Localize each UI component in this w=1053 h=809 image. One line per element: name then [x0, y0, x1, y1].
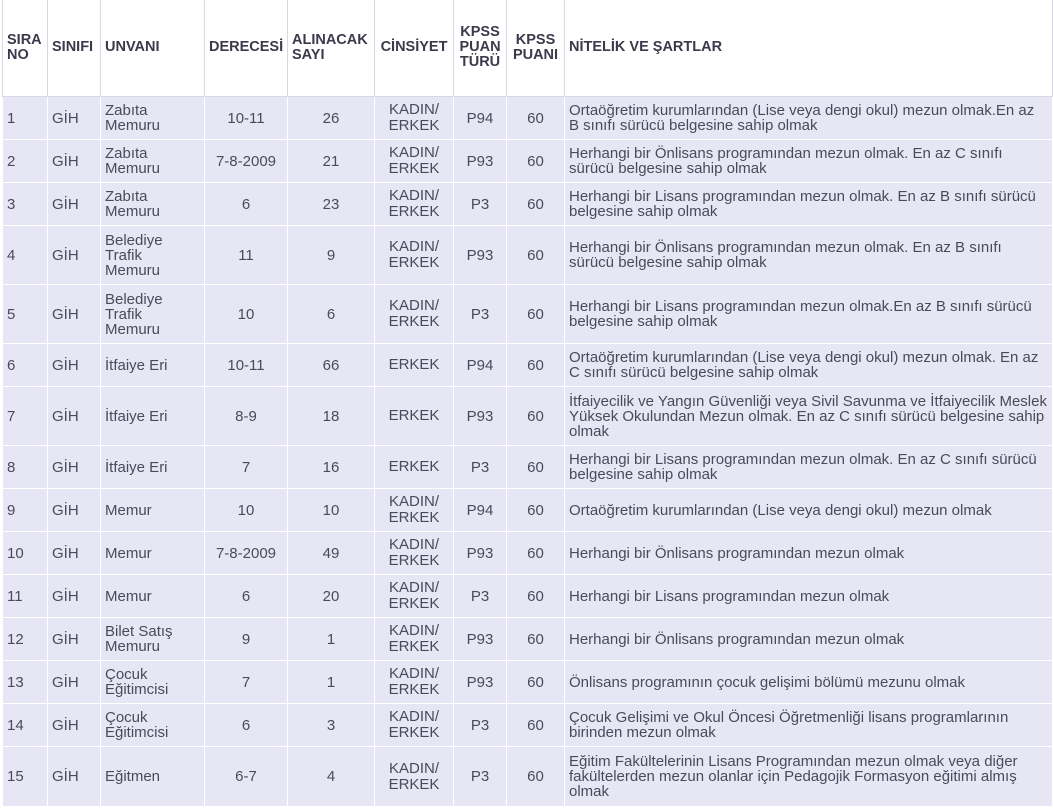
- cell-sinifi: GİH: [48, 532, 101, 575]
- cell-sinifi: GİH: [48, 661, 101, 704]
- cell-kpss-puan-turu: P93: [454, 387, 507, 446]
- cell-sinifi: GİH: [48, 183, 101, 226]
- cell-cinsiyet: KADIN/ ERKEK: [375, 226, 454, 285]
- cell-derecesi: 6-7: [205, 747, 288, 807]
- cell-alinacak-sayi: 49: [288, 532, 375, 575]
- cell-kpss-puani: 60: [507, 661, 565, 704]
- header-sira-no: SIRA NO: [3, 0, 48, 97]
- cell-alinacak-sayi: 1: [288, 661, 375, 704]
- cell-kpss-puan-turu: P94: [454, 489, 507, 532]
- table-row: [3, 97, 1053, 140]
- cell-sira-no: 11: [3, 575, 48, 618]
- cell-sira-no: 10: [3, 532, 48, 575]
- cell-nitelik-ve-sartlar: Herhangi bir Önlisans programından mezun olmak: [565, 618, 1053, 661]
- cell-unvani: Memur: [101, 575, 205, 618]
- table-row: [3, 344, 1053, 387]
- cell-sinifi: GİH: [48, 704, 101, 747]
- cell-sinifi: GİH: [48, 97, 101, 140]
- cell-cinsiyet: ERKEK: [375, 387, 454, 446]
- cell-kpss-puan-turu: P3: [454, 183, 507, 226]
- header-nitelik-ve-sartlar: NİTELİK VE ŞARTLAR: [565, 0, 1053, 97]
- cell-sira-no: 5: [3, 285, 48, 344]
- table-row: [3, 704, 1053, 747]
- cell-sinifi: GİH: [48, 446, 101, 489]
- cell-nitelik-ve-sartlar: Eğitim Fakültelerinin Lisans Programından mezun olmak veya diğer fakültelerden mezun olanlar için Pedagojik Formasyon eğitimi almış olmak: [565, 747, 1053, 807]
- cell-kpss-puani: 60: [507, 226, 565, 285]
- cell-nitelik-ve-sartlar: Herhangi bir Önlisans programından mezun olmak. En az B sınıfı sürücü belgesine sahip olmak: [565, 226, 1053, 285]
- cell-kpss-puani: 60: [507, 97, 565, 140]
- cell-alinacak-sayi: 23: [288, 183, 375, 226]
- header-cinsiyet: CİNSİYET: [375, 0, 454, 97]
- cell-kpss-puani: 60: [507, 747, 565, 807]
- cell-sira-no: 13: [3, 661, 48, 704]
- cell-kpss-puan-turu: P3: [454, 747, 507, 807]
- cell-unvani: Zabıta Memuru: [101, 97, 205, 140]
- cell-alinacak-sayi: 16: [288, 446, 375, 489]
- cell-sinifi: GİH: [48, 575, 101, 618]
- cell-derecesi: 10: [205, 285, 288, 344]
- header-row: [3, 0, 1053, 97]
- cell-nitelik-ve-sartlar: Ortaöğretim kurumlarından (Lise veya dengi okul) mezun olmak. En az C sınıfı sürücü belgesine sahip olmak: [565, 344, 1053, 387]
- cell-derecesi: 10-11: [205, 97, 288, 140]
- cell-kpss-puani: 60: [507, 704, 565, 747]
- cell-derecesi: 6: [205, 575, 288, 618]
- cell-cinsiyet: KADIN/ ERKEK: [375, 661, 454, 704]
- cell-cinsiyet: KADIN/ ERKEK: [375, 140, 454, 183]
- cell-cinsiyet: KADIN/ ERKEK: [375, 747, 454, 807]
- recruitment-table: [2, 0, 1053, 807]
- cell-unvani: Belediye Trafik Memuru: [101, 285, 205, 344]
- cell-kpss-puani: 60: [507, 285, 565, 344]
- header-alinacak-sayi: ALINACAK SAYI: [288, 0, 375, 97]
- cell-alinacak-sayi: 66: [288, 344, 375, 387]
- cell-kpss-puan-turu: P93: [454, 226, 507, 285]
- cell-cinsiyet: KADIN/ ERKEK: [375, 285, 454, 344]
- cell-kpss-puan-turu: P94: [454, 97, 507, 140]
- cell-kpss-puan-turu: P93: [454, 618, 507, 661]
- cell-unvani: İtfaiye Eri: [101, 387, 205, 446]
- cell-unvani: Zabıta Memuru: [101, 183, 205, 226]
- table-row: [3, 140, 1053, 183]
- cell-kpss-puan-turu: P93: [454, 661, 507, 704]
- cell-sinifi: GİH: [48, 387, 101, 446]
- header-kpss-puani: KPSS PUANI: [507, 0, 565, 97]
- cell-kpss-puan-turu: P3: [454, 575, 507, 618]
- cell-sinifi: GİH: [48, 226, 101, 285]
- cell-derecesi: 6: [205, 704, 288, 747]
- cell-nitelik-ve-sartlar: Herhangi bir Önlisans programından mezun olmak: [565, 532, 1053, 575]
- cell-alinacak-sayi: 26: [288, 97, 375, 140]
- cell-sinifi: GİH: [48, 489, 101, 532]
- table-row: [3, 387, 1053, 446]
- cell-sira-no: 3: [3, 183, 48, 226]
- cell-nitelik-ve-sartlar: Ortaöğretim kurumlarından (Lise veya dengi okul) mezun olmak.En az B sınıfı sürücü belgesine sahip olmak: [565, 97, 1053, 140]
- cell-derecesi: 6: [205, 183, 288, 226]
- cell-cinsiyet: KADIN/ ERKEK: [375, 183, 454, 226]
- cell-kpss-puani: 60: [507, 575, 565, 618]
- header-kpss-puan-turu: KPSS PUAN TÜRÜ: [454, 0, 507, 97]
- cell-cinsiyet: KADIN/ ERKEK: [375, 704, 454, 747]
- cell-alinacak-sayi: 18: [288, 387, 375, 446]
- cell-nitelik-ve-sartlar: Herhangi bir Önlisans programından mezun olmak. En az C sınıfı sürücü belgesine sahip olmak: [565, 140, 1053, 183]
- cell-sinifi: GİH: [48, 747, 101, 807]
- cell-derecesi: 7: [205, 661, 288, 704]
- cell-alinacak-sayi: 20: [288, 575, 375, 618]
- cell-kpss-puani: 60: [507, 344, 565, 387]
- cell-kpss-puani: 60: [507, 489, 565, 532]
- cell-derecesi: 7-8-2009: [205, 532, 288, 575]
- cell-derecesi: 10-11: [205, 344, 288, 387]
- cell-unvani: Zabıta Memuru: [101, 140, 205, 183]
- cell-unvani: Çocuk Eğitimcisi: [101, 704, 205, 747]
- cell-nitelik-ve-sartlar: Herhangi bir Lisans programından mezun olmak. En az C sınıfı sürücü belgesine sahip olmak: [565, 446, 1053, 489]
- table-row: [3, 285, 1053, 344]
- cell-sira-no: 1: [3, 97, 48, 140]
- cell-derecesi: 9: [205, 618, 288, 661]
- cell-kpss-puani: 60: [507, 140, 565, 183]
- cell-sinifi: GİH: [48, 344, 101, 387]
- cell-sinifi: GİH: [48, 285, 101, 344]
- cell-derecesi: 10: [205, 489, 288, 532]
- cell-unvani: Memur: [101, 532, 205, 575]
- cell-sira-no: 12: [3, 618, 48, 661]
- cell-sira-no: 14: [3, 704, 48, 747]
- table-row: [3, 618, 1053, 661]
- cell-cinsiyet: ERKEK: [375, 344, 454, 387]
- cell-unvani: Memur: [101, 489, 205, 532]
- cell-kpss-puan-turu: P94: [454, 344, 507, 387]
- cell-kpss-puani: 60: [507, 532, 565, 575]
- table-row: [3, 183, 1053, 226]
- cell-nitelik-ve-sartlar: Ortaöğretim kurumlarından (Lise veya dengi okul) mezun olmak: [565, 489, 1053, 532]
- cell-sinifi: GİH: [48, 618, 101, 661]
- cell-derecesi: 7-8-2009: [205, 140, 288, 183]
- cell-unvani: Çocuk Eğitimcisi: [101, 661, 205, 704]
- cell-unvani: İtfaiye Eri: [101, 344, 205, 387]
- cell-sira-no: 4: [3, 226, 48, 285]
- cell-nitelik-ve-sartlar: Önlisans programının çocuk gelişimi bölümü mezunu olmak: [565, 661, 1053, 704]
- cell-sira-no: 7: [3, 387, 48, 446]
- cell-unvani: İtfaiye Eri: [101, 446, 205, 489]
- cell-unvani: Bilet Satış Memuru: [101, 618, 205, 661]
- cell-kpss-puani: 60: [507, 618, 565, 661]
- cell-sira-no: 8: [3, 446, 48, 489]
- cell-nitelik-ve-sartlar: İtfaiyecilik ve Yangın Güvenliği veya Sivil Savunma ve İtfaiyecilik Meslek Yüksek Okulundan Mezun olmak. En az C sınıfı sürücü belgesine sahip olmak: [565, 387, 1053, 446]
- cell-sira-no: 15: [3, 747, 48, 807]
- cell-sinifi: GİH: [48, 140, 101, 183]
- cell-kpss-puan-turu: P3: [454, 285, 507, 344]
- cell-nitelik-ve-sartlar: Herhangi bir Lisans programından mezun olmak. En az B sınıfı sürücü belgesine sahip olmak: [565, 183, 1053, 226]
- cell-unvani: Eğitmen: [101, 747, 205, 807]
- cell-nitelik-ve-sartlar: Herhangi bir Lisans programından mezun olmak.En az B sınıfı sürücü belgesine sahip olmak: [565, 285, 1053, 344]
- cell-kpss-puani: 60: [507, 446, 565, 489]
- cell-cinsiyet: KADIN/ ERKEK: [375, 618, 454, 661]
- cell-derecesi: 8-9: [205, 387, 288, 446]
- cell-kpss-puan-turu: P93: [454, 532, 507, 575]
- cell-sira-no: 6: [3, 344, 48, 387]
- cell-alinacak-sayi: 10: [288, 489, 375, 532]
- cell-alinacak-sayi: 4: [288, 747, 375, 807]
- table-row: [3, 575, 1053, 618]
- cell-kpss-puani: 60: [507, 183, 565, 226]
- table-row: [3, 747, 1053, 807]
- cell-cinsiyet: KADIN/ ERKEK: [375, 489, 454, 532]
- cell-kpss-puani: 60: [507, 387, 565, 446]
- table-row: [3, 661, 1053, 704]
- cell-alinacak-sayi: 9: [288, 226, 375, 285]
- cell-alinacak-sayi: 6: [288, 285, 375, 344]
- cell-cinsiyet: KADIN/ ERKEK: [375, 575, 454, 618]
- cell-nitelik-ve-sartlar: Çocuk Gelişimi ve Okul Öncesi Öğretmenliği lisans programlarının birinden mezun olmak: [565, 704, 1053, 747]
- cell-alinacak-sayi: 21: [288, 140, 375, 183]
- cell-derecesi: 7: [205, 446, 288, 489]
- table-row: [3, 446, 1053, 489]
- cell-sira-no: 2: [3, 140, 48, 183]
- cell-cinsiyet: KADIN/ ERKEK: [375, 532, 454, 575]
- cell-derecesi: 11: [205, 226, 288, 285]
- header-derecesi: DERECESİ: [205, 0, 288, 97]
- cell-alinacak-sayi: 1: [288, 618, 375, 661]
- cell-nitelik-ve-sartlar: Herhangi bir Lisans programından mezun olmak: [565, 575, 1053, 618]
- cell-cinsiyet: ERKEK: [375, 446, 454, 489]
- cell-sira-no: 9: [3, 489, 48, 532]
- cell-unvani: Belediye Trafik Memuru: [101, 226, 205, 285]
- table-body: [3, 97, 1053, 807]
- table-row: [3, 226, 1053, 285]
- table-row: [3, 532, 1053, 575]
- table-row: [3, 489, 1053, 532]
- cell-alinacak-sayi: 3: [288, 704, 375, 747]
- cell-kpss-puan-turu: P93: [454, 140, 507, 183]
- cell-cinsiyet: KADIN/ ERKEK: [375, 97, 454, 140]
- header-unvani: UNVANI: [101, 0, 205, 97]
- header-sinifi: SINIFI: [48, 0, 101, 97]
- cell-kpss-puan-turu: P3: [454, 704, 507, 747]
- cell-kpss-puan-turu: P3: [454, 446, 507, 489]
